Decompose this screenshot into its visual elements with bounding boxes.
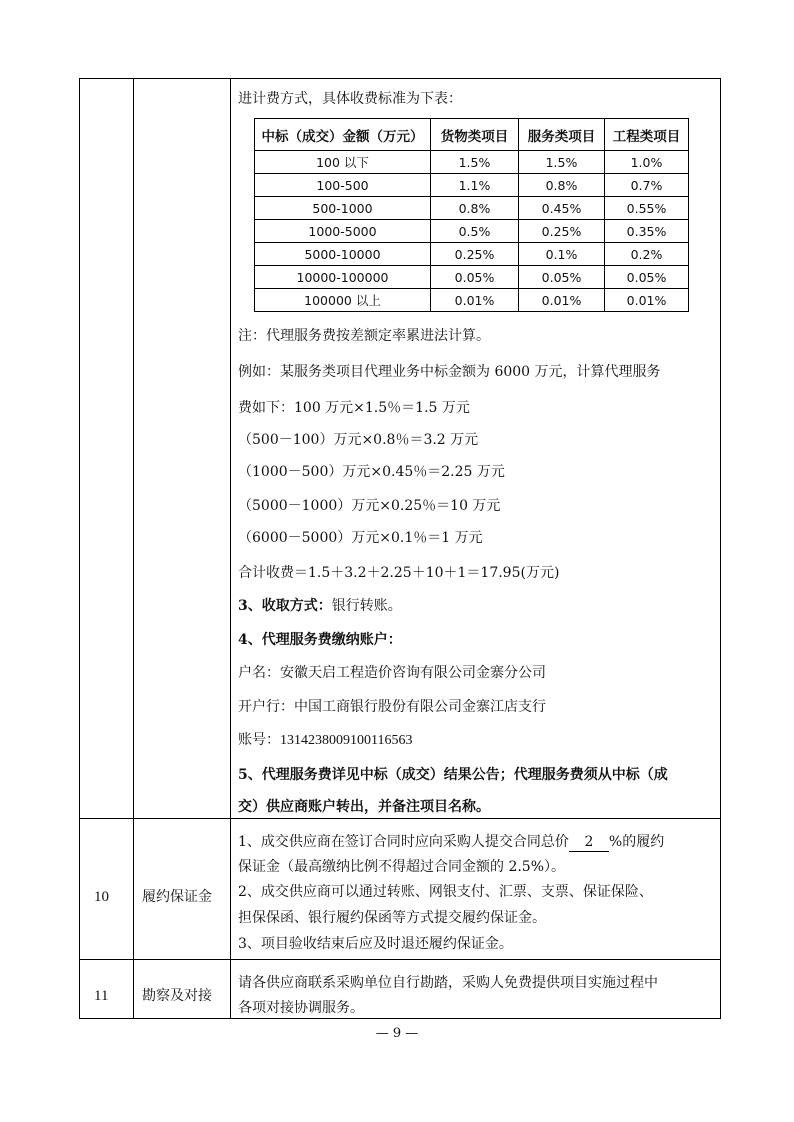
row-11-number: 11 [94,988,109,1004]
account-bank: 开户行：中国工商银行股份有限公司金寨江店支行 [238,699,546,715]
cell-engineering: 0.7% [605,174,689,197]
calc-line-1: （500－100）万元×0.8％＝3.2 万元 [238,432,479,448]
cell-engineering: 0.55% [605,197,689,220]
cell-services: 0.05% [519,266,605,289]
row-10-line-1-suffix: %的履约 [608,834,665,850]
row-11-line-1: 请各供应商联系采购单位自行勘踏，采购人免费提供项目实施过程中 [238,975,658,991]
cell-services: 1.5% [519,151,605,174]
example-line-1: 例如：某服务类项目代理业务中标金额为 6000 万元，计算代理服务 [238,364,661,380]
cell-engineering: 0.01% [605,289,689,312]
fee-intro: 进计费方式，具体收费标准为下表： [238,91,462,107]
col-divider-2 [230,79,231,1018]
table-row [255,220,689,243]
row-10-line-1 [238,833,664,852]
table-row [255,174,689,197]
cell-services: 0.25% [519,220,605,243]
calc-line-4: （6000－5000）万元×0.1％＝1 万元 [238,530,483,546]
payment-method-label: 3、收取方式： [238,598,332,614]
account-number-value: 1314238009100116563 [280,733,413,748]
cell-engineering: 1.0% [605,151,689,174]
fee-transfer-line-2: 交）供应商账户转出，并备注项目名称。 [238,799,490,815]
row-divider-11 [80,959,720,960]
cell-services: 0.8% [519,174,605,197]
row-10-label: 履约保证金 [142,889,212,905]
account-heading: 4、代理服务费缴纳账户： [238,632,402,648]
row-divider-10 [80,818,720,819]
cell-goods: 0.8% [431,197,519,220]
row-10-number: 10 [94,889,109,905]
cell-goods: 0.01% [431,289,519,312]
header-goods: 货物类项目 [431,119,519,151]
header-services: 服务类项目 [519,119,605,151]
table-row [255,151,689,174]
cell-amount: 100-500 [255,174,431,197]
fee-table-header [255,119,689,151]
row-10-line-1-text: 1、成交供应商在签订合同时应向采购人提交合同总价 [238,834,569,850]
payment-method-value: 银行转账。 [331,598,402,614]
table-row [255,289,689,312]
cell-services: 0.1% [519,243,605,266]
account-number-label: 账号： [238,732,280,748]
cell-goods: 0.05% [431,266,519,289]
header-amount: 中标（成交）金额（万元） [255,119,431,151]
cell-services: 0.01% [519,289,605,312]
cell-amount: 100 以下 [255,151,431,174]
header-engineering: 工程类项目 [605,119,689,151]
payment-method [238,597,402,615]
cell-engineering: 0.35% [605,220,689,243]
page-number: — 9 — [375,1026,419,1041]
table-row [255,197,689,220]
table-row [255,266,689,289]
row-10-line-5: 3、项目验收结束后应及时退还履约保证金。 [238,936,513,952]
col-divider-1 [133,79,134,1018]
cell-goods: 0.5% [431,220,519,243]
calc-line-3: （5000－1000）万元×0.25％＝10 万元 [238,498,501,514]
row-11-label: 勘察及对接 [142,988,212,1004]
account-name: 户名：安徽天启工程造价咨询有限公司金寨分公司 [238,665,546,681]
cell-amount: 500-1000 [255,197,431,220]
calc-line-2: （1000－500）万元×0.45％＝2.25 万元 [238,464,505,480]
row-11-line-2: 各项对接协调服务。 [238,1000,364,1016]
cell-engineering: 0.2% [605,243,689,266]
total-fee: 合计收费＝1.5＋3.2＋2.25＋10＋1＝17.95(万元) [238,565,560,581]
account-number [238,731,412,750]
example-line-2: 费如下：100 万元×1.5％＝1.5 万元 [238,400,470,416]
fee-transfer-line-1: 5、代理服务费详见中标（成交）结果公告；代理服务费须从中标（成 [238,767,668,783]
cell-amount: 10000-100000 [255,266,431,289]
cell-goods: 1.1% [431,174,519,197]
fee-note: 注：代理服务费按差额定率累进法计算。 [238,328,490,344]
table-row [255,243,689,266]
fee-table [254,118,689,312]
row-10-line-4: 担保保函、银行履约保函等方式提交履约保证金。 [238,910,546,926]
row-10-line-3: 2、成交供应商可以通过转账、网银支付、汇票、支票、保证保险、 [238,884,653,900]
cell-amount: 1000-5000 [255,220,431,243]
cell-goods: 0.25% [431,243,519,266]
cell-engineering: 0.05% [605,266,689,289]
deposit-percent: 2 [569,833,609,852]
cell-goods: 1.5% [431,151,519,174]
cell-amount: 5000-10000 [255,243,431,266]
row-10-line-2: 保证金（最高缴纳比例不得超过合同金额的 2.5%）。 [238,859,566,875]
cell-services: 0.45% [519,197,605,220]
cell-amount: 100000 以上 [255,289,431,312]
